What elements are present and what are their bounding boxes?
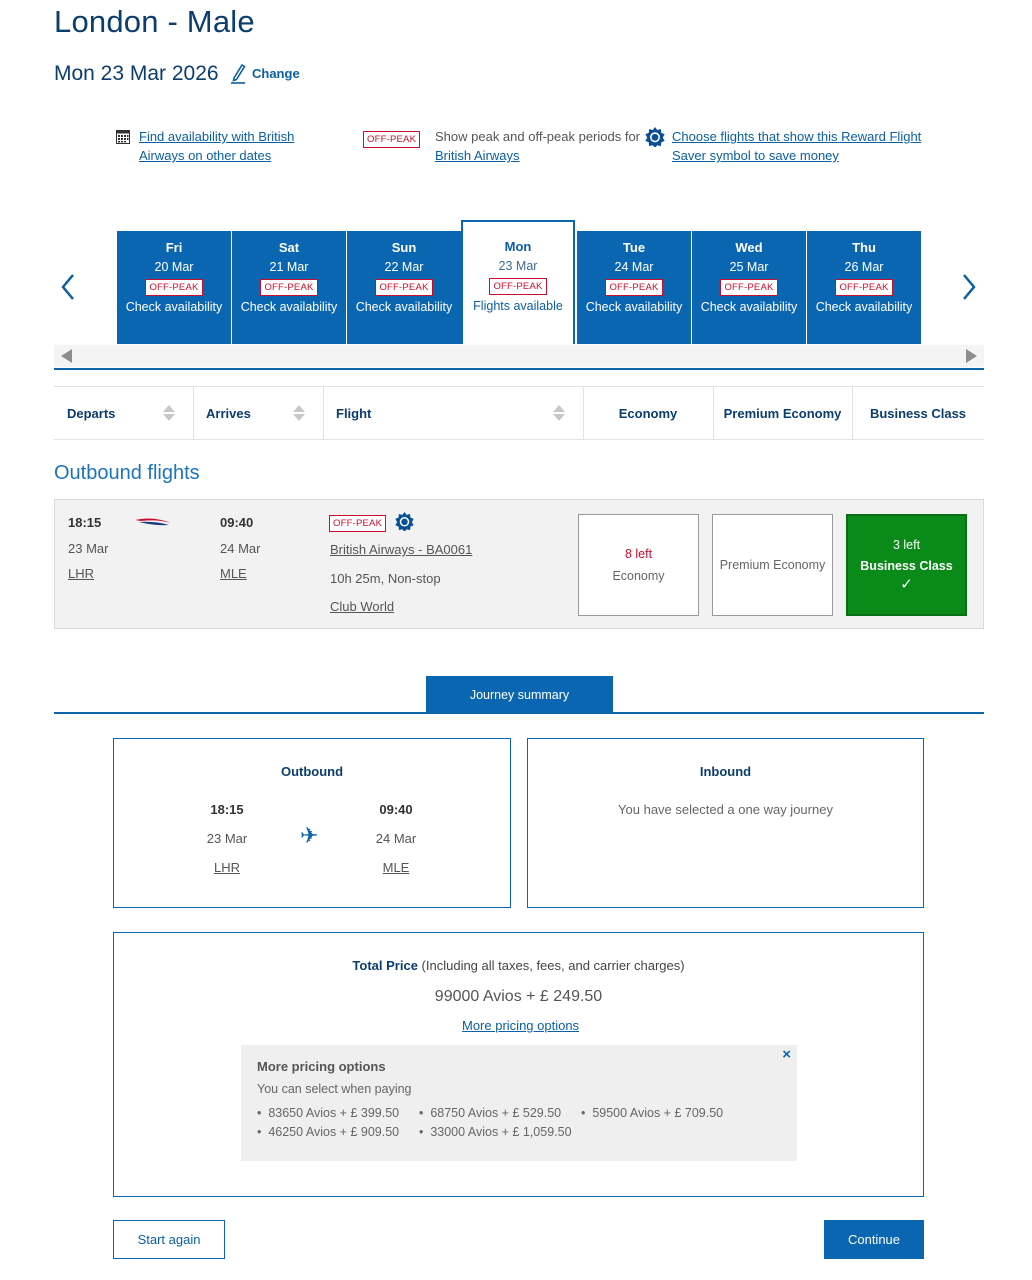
page-title: London - Male bbox=[54, 4, 255, 39]
date-tab-day: Mon bbox=[504, 239, 532, 254]
date-tab-date: 21 Mar bbox=[269, 260, 309, 274]
next-dates-button[interactable] bbox=[961, 272, 977, 308]
economy-header: Economy bbox=[618, 405, 678, 421]
flight-offpeak-badge: OFF-PEAK bbox=[329, 513, 386, 532]
date-tab-date: 22 Mar bbox=[384, 260, 424, 274]
total-price-label-line bbox=[114, 958, 923, 973]
date-tab-day: Wed bbox=[735, 240, 763, 255]
summary-arrival-time: 09:40 bbox=[379, 802, 413, 817]
summary-arrival-date: 24 Mar bbox=[375, 831, 417, 846]
offpeak-badge: OFF-PEAK bbox=[605, 279, 662, 296]
date-tab-status: Check availability bbox=[585, 300, 683, 314]
airline-logo-icon bbox=[135, 517, 171, 527]
inbound-summary-title: Inbound bbox=[699, 764, 752, 779]
flight-duration: 10h 25m, Non-stop bbox=[330, 571, 441, 586]
plane-icon: ✈ bbox=[300, 823, 319, 848]
previous-dates-button[interactable] bbox=[60, 272, 76, 308]
change-label: Change bbox=[252, 65, 300, 81]
arrival-airport-link[interactable]: MLE bbox=[220, 566, 247, 581]
date-tab-day: Fri bbox=[165, 240, 183, 255]
departure-date: 23 Mar bbox=[68, 541, 109, 556]
flight-number-link[interactable]: British Airways - BA0061 bbox=[330, 542, 473, 557]
date-tab-day: Thu bbox=[852, 240, 876, 255]
reward-saver-icon bbox=[395, 512, 414, 531]
peak-periods-link[interactable]: British Airways bbox=[435, 148, 520, 163]
chevron-left-icon bbox=[60, 272, 76, 302]
more-pricing-options-link[interactable]: More pricing options bbox=[462, 1018, 580, 1033]
sort-icon[interactable] bbox=[162, 404, 176, 422]
offpeak-badge: OFF-PEAK bbox=[145, 279, 202, 296]
date-tab-day: Sun bbox=[391, 240, 417, 255]
arrival-date: 24 Mar bbox=[220, 541, 261, 556]
pencil-icon bbox=[230, 62, 246, 84]
date-scrollbar[interactable] bbox=[54, 345, 984, 367]
business-class-label: Business Class bbox=[860, 558, 953, 573]
offpeak-badge: OFF-PEAK bbox=[260, 279, 317, 296]
calendar-icon bbox=[116, 130, 130, 144]
business-class-option[interactable] bbox=[846, 514, 967, 616]
date-tab-wed[interactable] bbox=[692, 231, 806, 344]
divider bbox=[54, 712, 984, 714]
summary-departure-time: 18:15 bbox=[210, 802, 244, 817]
selected-date: Mon 23 Mar 2026 bbox=[54, 62, 219, 85]
sort-flight-header[interactable]: Flight bbox=[336, 405, 372, 421]
pricing-option[interactable]: • 83650 Avios + £ 399.50 bbox=[257, 1106, 400, 1120]
pricing-option[interactable]: • 33000 Avios + £ 1,059.50 bbox=[419, 1125, 572, 1139]
date-tab-sun[interactable] bbox=[347, 231, 461, 344]
date-tab-thu[interactable] bbox=[807, 231, 921, 344]
date-tab-status: Check availability bbox=[355, 300, 453, 314]
summary-departure-date: 23 Mar bbox=[206, 831, 248, 846]
business-class-header: Business Class bbox=[869, 405, 967, 421]
premium-economy-label: Premium Economy bbox=[719, 558, 826, 572]
more-pricing-panel bbox=[241, 1045, 797, 1161]
outbound-summary-card bbox=[113, 738, 511, 908]
sort-arrives-header[interactable]: Arrives bbox=[206, 405, 251, 421]
date-tab-status: Check availability bbox=[240, 300, 338, 314]
offpeak-badge: OFF-PEAK bbox=[489, 278, 546, 295]
total-price-label: Total Price bbox=[352, 958, 418, 973]
departure-time: 18:15 bbox=[68, 515, 102, 530]
date-tab-fri[interactable] bbox=[117, 231, 231, 344]
date-tab-mon[interactable] bbox=[461, 220, 575, 344]
date-tab-status: Check availability bbox=[125, 300, 223, 314]
offpeak-badge: OFF-PEAK bbox=[375, 279, 432, 296]
date-tab-date: 25 Mar bbox=[729, 260, 769, 274]
premium-economy-header: Premium Economy bbox=[723, 405, 842, 421]
pricing-option[interactable]: • 68750 Avios + £ 529.50 bbox=[419, 1106, 562, 1120]
more-pricing-title: More pricing options bbox=[257, 1059, 386, 1074]
checkmark-icon: ✓ bbox=[900, 575, 913, 593]
scroll-left-icon[interactable] bbox=[61, 349, 72, 363]
date-tab-status: Flights available bbox=[473, 299, 563, 313]
date-tab-date: 23 Mar bbox=[498, 259, 538, 273]
pricing-option[interactable]: • 59500 Avios + £ 709.50 bbox=[581, 1106, 724, 1120]
arrival-time: 09:40 bbox=[220, 515, 254, 530]
economy-seats-left: 8 left bbox=[624, 547, 653, 561]
cabin-name-link[interactable]: Club World bbox=[330, 599, 395, 614]
outbound-flights-title: Outbound flights bbox=[54, 462, 200, 484]
total-price-card bbox=[113, 932, 924, 1197]
divider bbox=[54, 368, 984, 370]
sort-departs-header[interactable]: Departs bbox=[67, 405, 116, 421]
close-icon[interactable]: × bbox=[782, 1046, 791, 1063]
change-date-button[interactable] bbox=[230, 62, 300, 84]
total-price-note: (Including all taxes, fees, and carrier charges) bbox=[417, 958, 685, 973]
scroll-right-icon[interactable] bbox=[966, 349, 977, 363]
offpeak-legend-badge: OFF-PEAK bbox=[363, 129, 420, 148]
economy-label: Economy bbox=[612, 569, 665, 583]
sort-icon[interactable] bbox=[292, 404, 306, 422]
start-again-button[interactable]: Start again bbox=[113, 1220, 225, 1259]
date-tab-date: 24 Mar bbox=[614, 260, 654, 274]
peak-periods-info: Show peak and off-peak periods for British Airways bbox=[435, 129, 641, 163]
offpeak-badge: OFF-PEAK bbox=[835, 279, 892, 296]
summary-departure-airport-link[interactable]: LHR bbox=[213, 860, 240, 875]
date-tab-status: Check availability bbox=[815, 300, 913, 314]
reward-saver-link[interactable]: Choose flights that show this Reward Flight Saver symbol to save money bbox=[672, 129, 922, 163]
journey-summary-tab[interactable]: Journey summary bbox=[426, 676, 613, 713]
total-price-amount: 99000 Avios + £ 249.50 bbox=[434, 988, 603, 1005]
offpeak-badge: OFF-PEAK bbox=[720, 279, 777, 296]
inbound-summary-card bbox=[527, 738, 924, 908]
chevron-right-icon bbox=[961, 272, 977, 302]
date-tab-sat[interactable] bbox=[232, 231, 346, 344]
reward-saver-icon bbox=[645, 127, 665, 147]
outbound-summary-title: Outbound bbox=[280, 764, 344, 779]
continue-button[interactable]: Continue bbox=[824, 1220, 924, 1259]
date-tab-date: 20 Mar bbox=[154, 260, 194, 274]
departure-airport-link[interactable]: LHR bbox=[68, 566, 95, 581]
more-pricing-subtitle: You can select when paying bbox=[257, 1082, 412, 1096]
date-tab-day: Tue bbox=[622, 240, 646, 255]
inbound-message: You have selected a one way journey bbox=[618, 802, 833, 817]
pricing-option[interactable]: • 46250 Avios + £ 909.50 bbox=[257, 1125, 400, 1139]
date-tab-status: Check availability bbox=[700, 300, 798, 314]
results-table-header bbox=[54, 386, 984, 440]
date-tab-tue[interactable] bbox=[577, 231, 691, 344]
date-tab-day: Sat bbox=[278, 240, 300, 255]
flight-result-row bbox=[54, 499, 984, 629]
summary-arrival-airport-link[interactable]: MLE bbox=[382, 860, 410, 875]
sort-icon[interactable] bbox=[552, 404, 566, 422]
date-tab-date: 26 Mar bbox=[844, 260, 884, 274]
premium-economy-option[interactable] bbox=[712, 514, 833, 616]
business-seats-left: 3 left bbox=[892, 537, 921, 552]
economy-option[interactable] bbox=[578, 514, 699, 616]
find-availability-link[interactable]: Find availability with British Airways on other dates bbox=[139, 129, 295, 163]
